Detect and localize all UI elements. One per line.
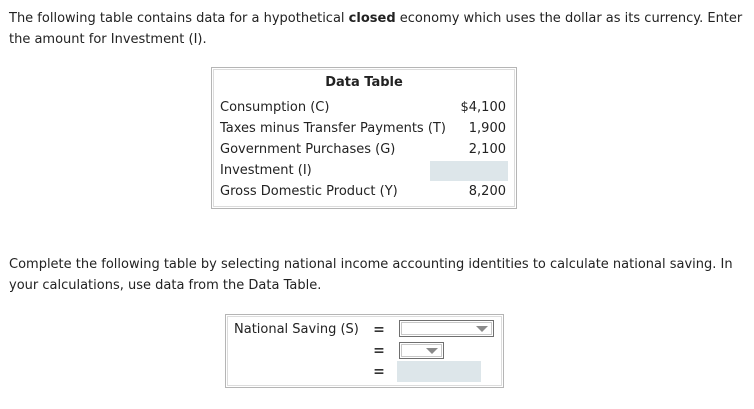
table-row-investment xyxy=(220,160,508,181)
equals-sign-2: = xyxy=(373,343,385,359)
row-label: Investment (I) xyxy=(220,163,312,178)
row-label: Taxes minus Transfer Payments (T) xyxy=(220,121,446,136)
data-table xyxy=(211,67,517,209)
investment-input[interactable] xyxy=(430,161,508,181)
chevron-down-icon xyxy=(426,348,438,354)
table-row-consumption xyxy=(220,97,508,118)
row-label: Government Purchases (G) xyxy=(220,142,396,157)
equals-sign-3: = xyxy=(373,364,385,380)
national-saving-label: National Saving (S) xyxy=(234,322,359,337)
intro-bold-closed: closed xyxy=(348,11,396,26)
national-saving-table xyxy=(225,314,504,388)
intro-part-1: The following table contains data for a hypothetical xyxy=(9,11,349,26)
intro-part-2: economy which uses the dollar as its currency. Enter the amount for Investment (I). xyxy=(9,11,743,47)
equals-sign-1: = xyxy=(373,322,385,338)
sign-dropdown[interactable] xyxy=(399,342,444,359)
row-value: 1,900 xyxy=(468,121,506,136)
table-row-taxes xyxy=(220,118,508,139)
row-value: 8,200 xyxy=(468,184,506,199)
instructions-text: Complete the following table by selecting national income accounting identities to calculate national saving. In your calculations, use data from the Data Table. xyxy=(9,257,733,293)
intro-text xyxy=(9,8,744,50)
row-label: Gross Domestic Product (Y) xyxy=(220,184,398,199)
identity-dropdown[interactable] xyxy=(399,320,494,337)
row-label: Consumption (C) xyxy=(220,100,330,115)
row-value: $4,100 xyxy=(460,100,506,115)
row-value: 2,100 xyxy=(468,142,506,157)
table-row-gdp xyxy=(220,181,508,202)
table-row-government xyxy=(220,139,508,160)
chevron-down-icon xyxy=(476,326,488,332)
national-saving-answer-input[interactable] xyxy=(397,361,481,382)
data-table-title: Data Table xyxy=(325,75,403,90)
